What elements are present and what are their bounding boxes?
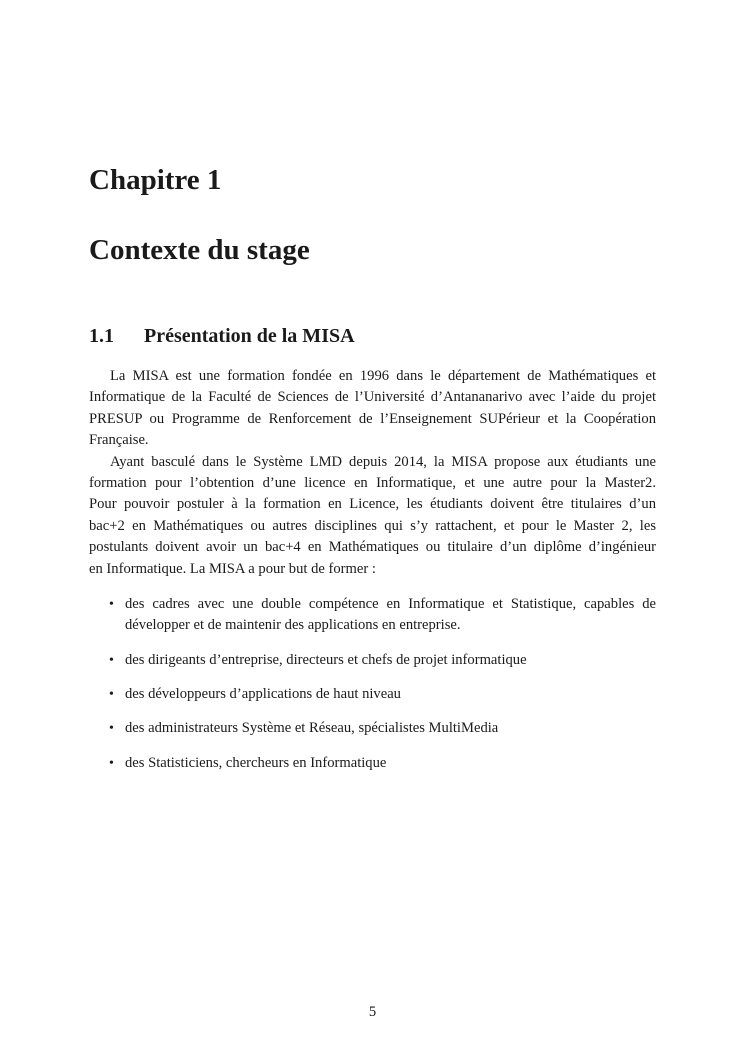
text-line: développer et de maintenir des applications en entreprise. bbox=[125, 617, 461, 634]
text-line: La MISA est une formation fondée en 1996 dans le département de Mathématiques et bbox=[110, 368, 656, 384]
bullet-icon: • bbox=[109, 687, 114, 702]
list-item bbox=[109, 718, 656, 739]
bullet-icon: • bbox=[109, 653, 114, 668]
list-item bbox=[109, 753, 656, 774]
text-line: PRESUP ou Programme de Renforcement de l’Enseignement SUPérieur et la Coopération bbox=[89, 410, 656, 427]
list-item bbox=[109, 684, 656, 705]
section-title: Présentation de la MISA bbox=[144, 325, 355, 347]
bullet-icon: • bbox=[109, 756, 114, 771]
text-line: Pour pouvoir postuler à la formation en Licence, les étudiants doivent être titulaires d’un bbox=[89, 496, 656, 513]
chapter-title: Contexte du stage bbox=[89, 234, 310, 266]
chapter-label: Chapitre 1 bbox=[89, 164, 222, 196]
section-number: 1.1 bbox=[89, 325, 114, 347]
text-line: Ayant basculé dans le Système LMD depuis 2014, la MISA propose aux étudiants une bbox=[110, 453, 656, 470]
section-heading bbox=[89, 325, 355, 348]
text-line: bac+2 en Mathématiques ou autres disciplines qui s’y rattachent, et pour le Master 2, les bbox=[89, 517, 656, 534]
text-line: en Informatique. La MISA a pour but de former : bbox=[89, 560, 376, 577]
list-item bbox=[109, 650, 656, 671]
bullet-icon: • bbox=[109, 597, 114, 612]
text-line: des cadres avec une double compétence en Informatique et Statistique, capables de bbox=[125, 596, 656, 612]
bullet-icon: • bbox=[109, 721, 114, 736]
text-line: des dirigeants d’entreprise, directeurs et chefs de projet informatique bbox=[125, 652, 527, 668]
text-line: formation pour l’obtention d’une licence en Informatique, et une autre pour la Master2. bbox=[89, 474, 656, 491]
text-line: postulants doivent avoir un bac+4 en Mathématiques ou titulaire d’un diplôme d’ingénieur bbox=[89, 539, 656, 556]
text-line: des administrateurs Système et Réseau, spécialistes MultiMedia bbox=[125, 720, 499, 736]
page-number: 5 bbox=[368, 1004, 377, 1020]
text-line: des Statisticiens, chercheurs en Informatique bbox=[125, 755, 387, 771]
text-line: des développeurs d’applications de haut niveau bbox=[125, 686, 401, 702]
text-line: Française. bbox=[89, 432, 149, 449]
paragraph-1 bbox=[89, 366, 656, 580]
list-item bbox=[109, 594, 656, 637]
text-line: Informatique de la Faculté de Sciences de l’Université d’Antananarivo avec l’aide du projet bbox=[89, 389, 656, 406]
